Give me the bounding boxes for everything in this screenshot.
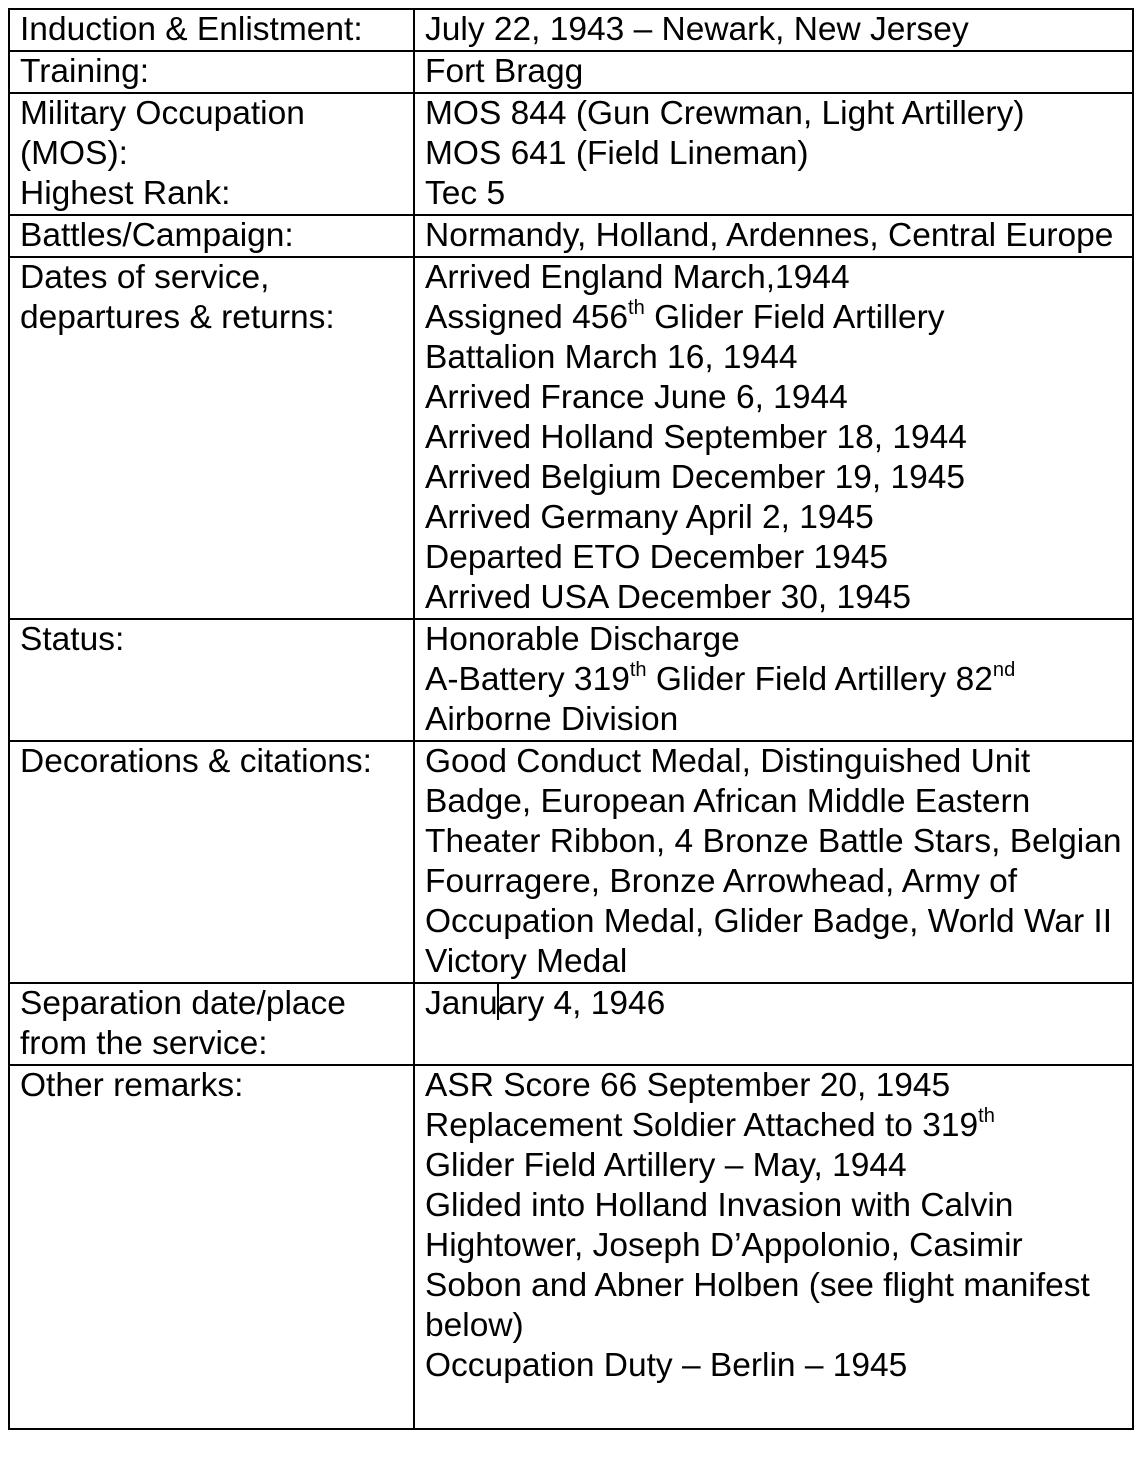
table-row-separation	[9, 983, 1133, 1065]
training-label: Training:	[20, 53, 150, 90]
label-cell	[9, 257, 414, 619]
value-cell	[414, 257, 1133, 619]
table-row-induction	[9, 9, 1133, 51]
value-cell	[414, 983, 1133, 1065]
mos-value: MOS 641 (Field Lineman)	[425, 135, 809, 172]
table-row-occupation	[9, 93, 1133, 215]
dates-line: Arrived USA December 30, 1945	[425, 579, 911, 616]
dates-line: Arrived Holland September 18, 1944	[425, 419, 967, 456]
value-cell	[414, 741, 1133, 983]
training-value: Fort Bragg	[425, 53, 584, 90]
table-row-battles	[9, 215, 1133, 257]
battles-value: Normandy, Holland, Ardennes, Central Europe	[425, 217, 1114, 254]
label-cell	[9, 215, 414, 257]
table-row-decorations	[9, 741, 1133, 983]
dates-line: Battalion March 16, 1944	[425, 339, 798, 376]
remarks-line: Glided into Holland Invasion with Calvin Hightower, Joseph D’Appolonio, Casimir Sobon and Abner Holben (see flight manifest below)	[425, 1187, 1090, 1344]
rank-label: Highest Rank:	[20, 175, 231, 212]
separation-label-line: from the service:	[20, 1025, 268, 1062]
label-cell	[9, 983, 414, 1065]
remarks-label: Other remarks:	[20, 1067, 244, 1104]
value-cell	[414, 51, 1133, 93]
status-line: A-Battery 319th Glider Field Artillery 82nd	[425, 658, 1016, 698]
status-label: Status:	[20, 621, 125, 658]
decorations-label: Decorations & citations:	[20, 743, 372, 780]
separation-label-line: Separation date/place	[20, 985, 346, 1022]
table-row-dates	[9, 257, 1133, 619]
dates-label-line: Dates of service,	[20, 259, 270, 296]
service-record-table	[8, 8, 1134, 1430]
label-cell	[9, 9, 414, 51]
label-cell	[9, 741, 414, 983]
value-cell	[414, 1065, 1133, 1429]
value-cell	[414, 9, 1133, 51]
remarks-line: ASR Score 66 September 20, 1945	[425, 1067, 951, 1104]
label-cell	[9, 1065, 414, 1429]
dates-line: Arrived Belgium December 19, 1945	[425, 459, 965, 496]
induction-value: July 22, 1943 – Newark, New Jersey	[425, 11, 969, 48]
table-row-training	[9, 51, 1133, 93]
dates-line: Assigned 456th Glider Field Artillery	[425, 296, 945, 336]
status-line: Airborne Division	[425, 701, 679, 738]
label-cell	[9, 93, 414, 215]
label-cell	[9, 619, 414, 741]
value-cell	[414, 619, 1133, 741]
label-cell	[9, 51, 414, 93]
value-cell	[414, 215, 1133, 257]
dates-label-line: departures & returns:	[20, 299, 335, 336]
dates-line: Departed ETO December 1945	[425, 539, 889, 576]
table-row-remarks	[9, 1065, 1133, 1429]
occupation-label-line: Military Occupation	[20, 95, 305, 132]
table-row-status	[9, 619, 1133, 741]
separation-value: January 4, 1946	[425, 985, 666, 1022]
decorations-value: Good Conduct Medal, Distinguished Unit Badge, European African Middle Eastern Theater Ribbon, 4 Bronze Battle Stars, Belgian Fourragere, Bronze Arrowhead, Army of Occupation Medal, Glider Badge, World War II Victory Medal	[425, 743, 1122, 980]
remarks-line: Occupation Duty – Berlin – 1945	[425, 1347, 908, 1384]
status-line: Honorable Discharge	[425, 621, 740, 658]
occupation-label-line: (MOS):	[20, 135, 128, 172]
value-cell	[414, 93, 1133, 215]
dates-line: Arrived France June 6, 1944	[425, 379, 848, 416]
dates-line: Arrived England March,1944	[425, 259, 850, 296]
induction-label: Induction & Enlistment:	[20, 11, 363, 48]
rank-value: Tec 5	[425, 175, 506, 212]
remarks-line: Replacement Soldier Attached to 319th	[425, 1104, 995, 1144]
dates-line: Arrived Germany April 2, 1945	[425, 499, 874, 536]
battles-label: Battles/Campaign:	[20, 217, 294, 254]
mos-value: MOS 844 (Gun Crewman, Light Artillery)	[425, 95, 1025, 132]
remarks-line: Glider Field Artillery – May, 1944	[425, 1147, 907, 1184]
